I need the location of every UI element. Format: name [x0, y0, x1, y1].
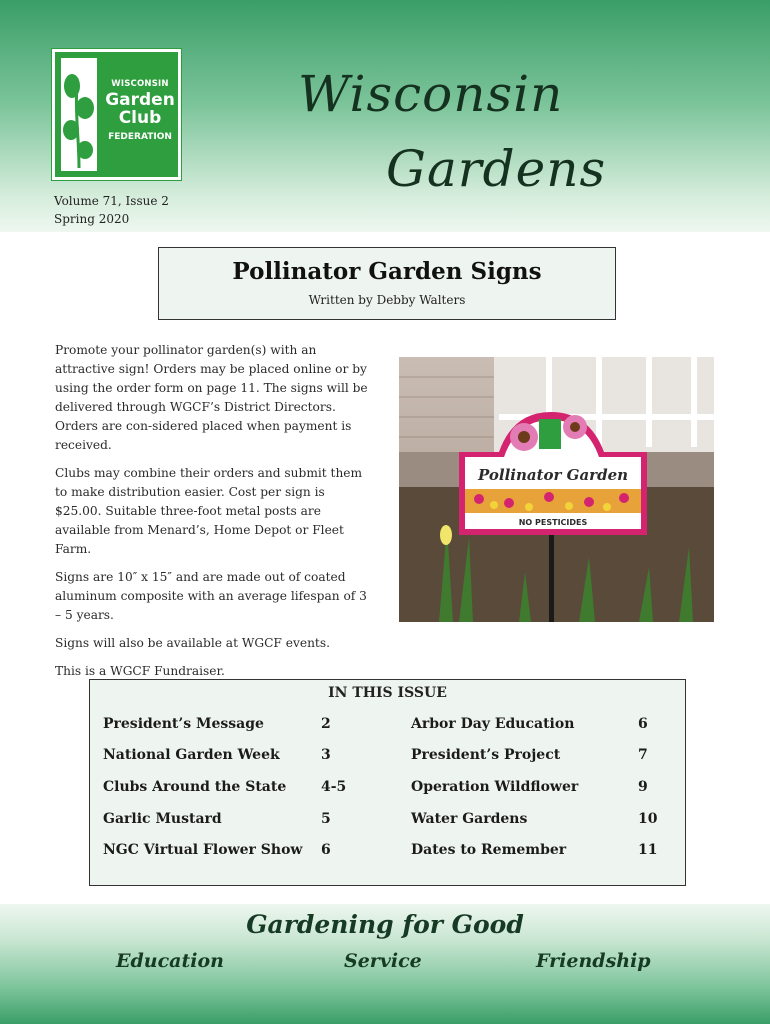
photo-illustration	[399, 357, 714, 622]
volume-issue: Volume 71, Issue 2	[54, 194, 169, 208]
toc-title: Arbor Day Education	[411, 716, 575, 732]
article-title-box	[158, 247, 616, 320]
toc-page: 4-5	[321, 779, 347, 795]
toc-title: Dates to Remember	[411, 842, 567, 858]
toc-page: 3	[321, 747, 331, 763]
season: Spring 2020	[54, 212, 130, 226]
toc-page: 10	[638, 811, 658, 827]
toc-page: 11	[638, 842, 658, 858]
toc-page: 5	[321, 811, 331, 827]
logo-line-garden: Garden	[105, 89, 175, 110]
pollinator-sign-photo	[399, 357, 714, 622]
masthead-line-1: Wisconsin	[298, 65, 564, 123]
article-title: Pollinator Garden Signs	[232, 258, 542, 285]
toc-title: NGC Virtual Flower Show	[103, 842, 303, 858]
footer-value-education: Education	[116, 950, 224, 972]
sign-subtitle: NO PESTICIDES	[518, 518, 588, 527]
toc-page: 6	[638, 716, 648, 732]
footer-tagline: Gardening for Good	[246, 910, 524, 939]
in-this-issue-heading: IN THIS ISSUE	[328, 685, 447, 701]
paragraph: Signs will also be available at WGCF events.	[55, 636, 330, 650]
article-body	[55, 341, 373, 690]
toc-title: Water Gardens	[411, 811, 528, 827]
toc-title: Garlic Mustard	[103, 811, 222, 827]
logo-line-wisconsin: WISCONSIN	[111, 79, 169, 89]
logo-line-federation: FEDERATION	[108, 131, 172, 142]
article-byline: Written by Debby Walters	[308, 293, 466, 307]
toc-page: 7	[638, 747, 648, 763]
toc-page: 6	[321, 842, 331, 858]
plant-icon	[61, 58, 101, 173]
footer-value-service: Service	[344, 950, 422, 972]
toc-page: 2	[321, 716, 331, 732]
logo-line-club: Club	[118, 107, 162, 128]
toc-title: President’s Message	[103, 716, 264, 732]
paragraph: Signs are 10″ x 15″ and are made out of coated aluminum composite with an average lifespan of 3 – 5 years.	[55, 570, 367, 622]
paragraph: This is a WGCF Fundraiser.	[55, 664, 225, 678]
toc-title: President’s Project	[411, 747, 561, 763]
toc-title: Operation Wildflower	[411, 779, 579, 795]
footer-value-friendship: Friendship	[536, 950, 651, 972]
paragraph: Clubs may combine their orders and submit them to make distribution easier. Cost per sign is $25.00. Suitable three-foot metal posts are available from Menard’s, Home Depot or Fleet Farm.	[55, 466, 363, 556]
paragraph: Promote your pollinator garden(s) with an attractive sign! Orders may be placed online or by using the order form on page 11. The signs will be delivered through WGCF’s District Directors. Orders are con-sidered placed when payment is received.	[55, 343, 368, 452]
issue-info	[54, 192, 169, 228]
toc-title: National Garden Week	[103, 747, 280, 763]
toc-title: Clubs Around the State	[103, 779, 287, 795]
sign-title: Pollinator Garden	[477, 466, 629, 484]
toc-page: 9	[638, 779, 648, 795]
wgcf-logo	[52, 49, 181, 180]
in-this-issue-box	[89, 679, 686, 886]
masthead-line-2: Gardens	[386, 140, 607, 198]
